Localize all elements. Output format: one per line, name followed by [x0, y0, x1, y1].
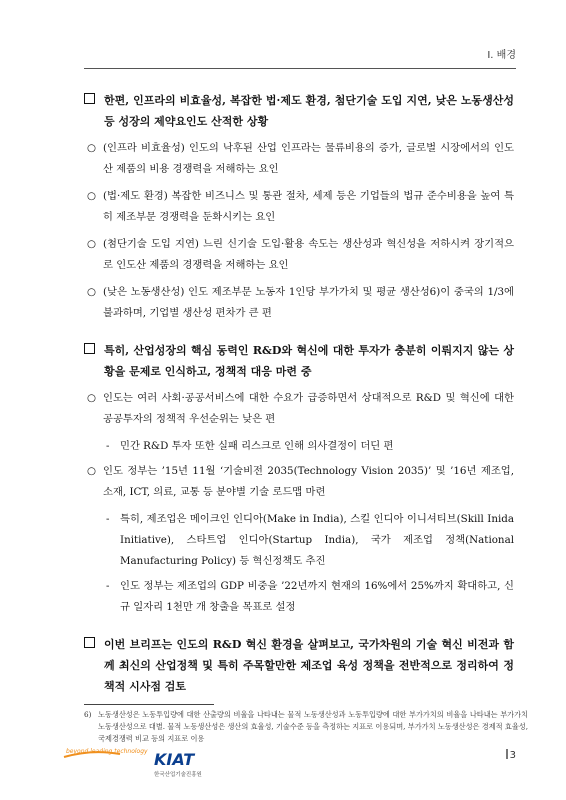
list-item: ○ (법·제도 환경) 복잡한 비즈니스 및 통관 절차, 세제 등은 기업들의 법규 준수비용을 높여 특히 제조부문 경쟁력을 둔화시키는 요인: [84, 186, 514, 228]
list-item: ○ (인프라 비효율성) 인도의 낙후된 산업 인프라는 물류비용의 증가, 글로벌 시장에서의 인도산 제품의 비용 경쟁력을 저해하는 요인: [84, 138, 514, 180]
circle-bullet-icon: ○: [87, 465, 96, 477]
logo-tagline: beyond leading technology: [66, 748, 148, 755]
square-bullet-icon: [84, 637, 95, 648]
list-item: ○ (첨단기술 도입 지연) 느린 신기술 도입·활용 속도는 생산성과 혁신성을 저하시켜 장기적으로 인도산 제품의 경쟁력을 저해하는 요인: [84, 234, 514, 276]
list-item: ○ 인도는 여러 사회·공공서비스에 대한 수요가 급증하면서 상대적으로 R&D 및 혁신에 대한 공공투자의 정책적 우선순위는 낮은 편: [84, 388, 514, 430]
dash-bullet-icon: -: [106, 440, 110, 452]
header-divider: [84, 68, 516, 69]
sub-list-item: - 인도 정부는 제조업의 GDP 비중을 ’22년까지 현재의 16%에서 25%까지 확대하고, 신규 일자리 1천만 개 창출을 목표로 설정: [84, 576, 514, 618]
circle-bullet-icon: ○: [87, 142, 96, 154]
square-bullet-icon: [84, 93, 95, 104]
page-header-section: Ⅰ. 배경: [487, 50, 516, 61]
page-bar-icon: [506, 749, 508, 759]
list-item: ○ (낮은 노동생산성) 인도 제조부문 노동자 1인당 부가가치 및 평균 생산성6)이 중국의 1/3에 불과하며, 기업별 생산성 편차가 큰 편: [84, 282, 514, 324]
section-heading: 특히, 산업성장의 핵심 동력인 R&D와 혁신에 대한 투자가 충분히 이뤄지지 않는 상황을 문제로 인식하고, 정책적 대응 마련 중: [84, 340, 514, 382]
square-bullet-icon: [84, 343, 95, 354]
kiat-logo: [62, 745, 232, 779]
footnote: [84, 709, 528, 745]
dash-bullet-icon: -: [106, 580, 110, 592]
circle-bullet-icon: ○: [87, 286, 96, 298]
sub-list-item: - 민간 R&D 투자 또한 실패 리스크로 인해 의사결정이 더딘 편: [84, 436, 514, 457]
circle-bullet-icon: ○: [87, 190, 96, 202]
list-item: ○ 인도 정부는 ’15년 11월 ‘기술비전 2035(Technology Vision 2035)’ 및 ’16년 제조업, 소재, ICT, 의료, 교통 등 분야별 기술 로드맵 마련: [84, 461, 514, 503]
section-heading: 이번 브리프는 인도의 R&D 혁신 환경을 살펴보고, 국가차원의 기술 혁신 비전과 함께 최신의 산업정책 및 특히 주목할만한 제조업 육성 정책을 전반적으로 정리하여 정책적 시사점 검토: [84, 634, 514, 697]
circle-bullet-icon: ○: [87, 238, 96, 250]
logo-org: 한국산업기술진흥원: [154, 772, 202, 778]
footnote-text: 노동생산성은 노동투입량에 대한 산출량의 비율을 나타내는 물적 노동생산성과 노동투입량에 대한 부가가치의 비율을 나타내는 부가가치 노동생산성으로 대별. 물적 노동생산성은 생산의 효율성, 기술수준 등을 측정하는 지표로 이용되며, 부가가치 노동생산성은 경제적 효율성, 국제경쟁력 비교 등의 지표로 이용: [98, 710, 528, 743]
circle-bullet-icon: ○: [87, 392, 96, 404]
sub-list-item: - 특히, 제조업은 메이크인 인디아(Make in India), 스킬 인디아 이니셔티브(Skill Inida Initiative), 스타트업 인디아(Startup India), 국가 제조업 정책(National Manufacturing Policy) 등 혁신정책도 추진: [84, 509, 514, 572]
section-heading: 한편, 인프라의 비효율성, 복잡한 법·제도 환경, 첨단기술 도입 지연, 낮은 노동생산성 등 성장의 제약요인도 산적한 상황: [84, 90, 514, 132]
footnote-divider: [84, 704, 214, 705]
footnote-mark: 6): [84, 710, 92, 719]
page-number: 3: [506, 749, 516, 761]
main-content: [84, 90, 514, 703]
dash-bullet-icon: -: [106, 513, 110, 525]
logo-name: KIAT: [154, 750, 195, 769]
